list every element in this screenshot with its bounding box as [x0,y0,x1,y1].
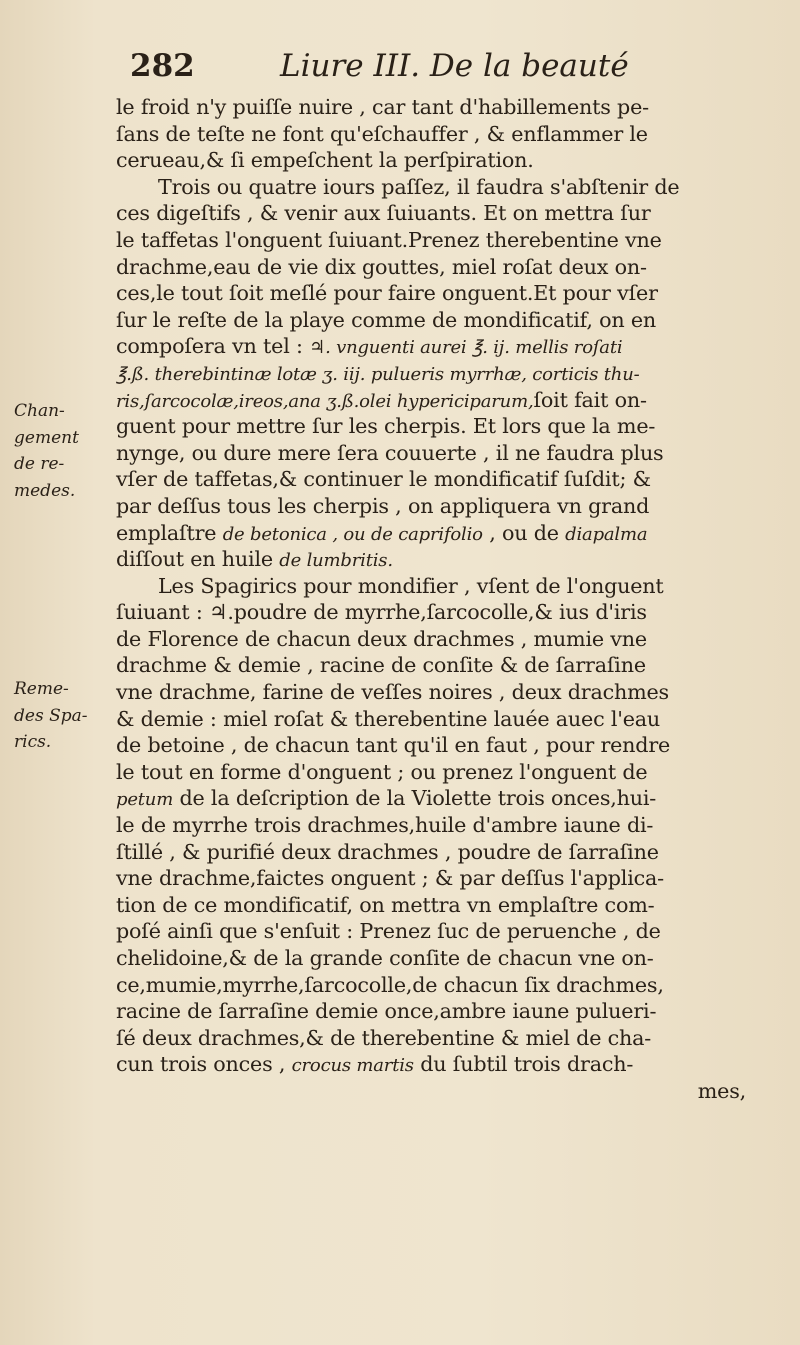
page-number: 282 [130,48,195,84]
text-line: ℥.ß. therebintinæ lotæ ʒ. iij. pulueris myrrhæ, corticis thu- [116,363,640,385]
text-line: de Florence de chacun deux drachmes , mumie vne [116,626,647,651]
text-line: cun trois onces , crocus martis du ſubtil trois drach- [116,1052,634,1077]
text-line: poſé ainſi que s'enſuit : Prenez ſuc de peruenche , de [116,919,661,944]
text-line: le de myrrhe trois drachmes,huile d'ambre iaune di- [116,813,654,838]
text-line: vne drachme,faictes onguent ; & par deſſus l'applica- [116,866,664,891]
body-text [116,94,746,1105]
running-title: Liure III. De la beauté [280,48,629,84]
margin-line: gement [14,427,79,448]
margin-line: Chan- [14,401,65,421]
text-line: drachme & demie , racine de conſite & de ſarraſine [116,653,646,678]
text-line: ces,le tout ſoit meſlé pour faire onguent.Et pour vſer [116,281,658,306]
margin-line: des Spa- [14,705,88,726]
text-line: ſtillé , & purifié deux drachmes , poudre de ſarraſine [116,839,659,864]
text-line: vſer de taffetas,& continuer le mondificatif ſuſdit; & [116,467,651,492]
margin-line: de re- [14,454,65,475]
text-line: le tout en forme d'onguent ; ou prenez l'onguent de [116,759,648,784]
text-line: emplaſtre de betonica , ou de caprifolio , ou de diapalma [116,520,648,545]
text-line: racine de ſarraſine demie once,ambre iaune pulueri- [116,999,657,1024]
text-line: nynge, ou dure mere ſera couuerte , il ne faudra plus [116,440,664,465]
text-line: ſuiuant : ♃.poudre de myrrhe,ſarcocolle,& ius d'iris [116,600,647,625]
margin-note-changement [14,398,114,504]
text-line: ces digeſtifs , & venir aux ſuiuants. Et on mettra ſur [116,201,651,226]
text-line: ris,ſarcocolæ,ireos,ana ʒ.ß.olei hypericiparum,ſoit fait on- [116,387,647,412]
text-line: ſur le reſte de la playe comme de mondificatif, on en [116,307,657,332]
text-line: diſſout en huile de lumbritis. [116,547,393,572]
text-line: Trois ou quatre iours paſſez, il faudra s'abſtenir de [158,174,680,199]
catchword: mes, [697,1078,746,1103]
text-line: tion de ce mondificatif, on mettra vn emplaſtre com- [116,892,655,917]
text-line: petum de la deſcription de la Violette trois onces,hui- [116,786,657,811]
text-line: ce,mumie,myrrhe,ſarcocolle,de chacun ſix drachmes, [116,972,664,997]
margin-line: medes. [14,480,76,501]
margin-note-remedes [14,676,114,756]
text-line: par deſſus tous les cherpis , on appliquera vn grand [116,493,650,518]
page-header [130,48,750,92]
text-line: ſans de teſte ne font qu'eſchauffer , & enflammer le [116,121,648,146]
text-line: compoſera vn tel : ♃. vnguenti aurei ℥. ij. mellis roſati [116,334,623,359]
margin-line: Reme- [14,679,69,699]
text-line: ſé deux drachmes,& de therebentine & miel de cha- [116,1025,652,1050]
text-line: le froid n'y puiſſe nuire , car tant d'habillements pe- [116,95,649,119]
text-line: vne drachme, farine de veſſes noires , deux drachmes [116,680,669,705]
text-line: drachme,eau de vie dix gouttes, miel roſat deux on- [116,254,647,279]
text-line: le taffetas l'onguent ſuiuant.Prenez therebentine vne [116,227,662,252]
text-line: & demie : miel roſat & therebentine lauée auec l'eau [116,706,661,731]
text-line: de betoine , de chacun tant qu'il en faut , pour rendre [116,733,671,758]
margin-line: rics. [14,732,52,753]
text-line: guent pour mettre ſur les cherpis. Et lors que la me- [116,414,656,439]
text-line: Les Spagirics pour mondifier , vſent de l'onguent [158,573,664,598]
text-line: chelidoine,& de la grande conſite de chacun vne on- [116,946,654,970]
text-line: cerueau,& ſi empeſchent la perſpiration. [116,148,534,173]
